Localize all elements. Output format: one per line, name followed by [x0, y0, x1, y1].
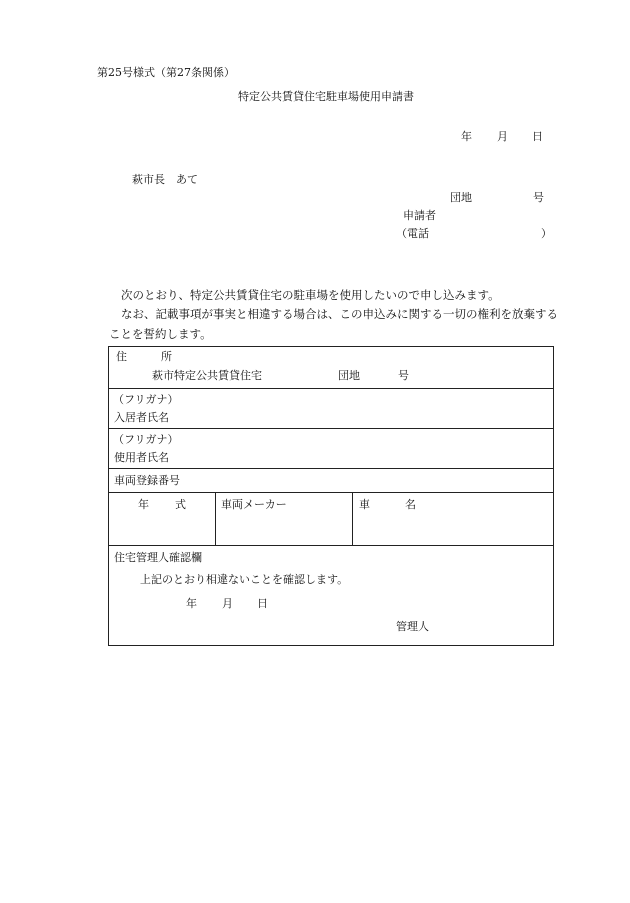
car-name-label-2: 名 [405, 498, 416, 511]
maker-label: 車両メーカー [221, 498, 287, 511]
applicant-phone-close: ） [541, 227, 552, 240]
vehicle-reg-row [109, 469, 554, 493]
date-month-label: 月 [497, 130, 508, 143]
vehicle-reg-cell[interactable] [109, 469, 554, 493]
applicant-phone-open: （電話 [396, 227, 429, 240]
manager-section-label: 住宅管理人確認欄 [114, 551, 202, 564]
address-cell[interactable] [109, 347, 554, 389]
address-label-2: 所 [161, 350, 172, 363]
vehicle-detail-row [109, 493, 554, 546]
model-year-cell[interactable] [109, 493, 216, 546]
user-name-cell[interactable] [109, 429, 554, 469]
car-name-cell[interactable] [353, 493, 554, 546]
applicant-go-label: 号 [533, 191, 544, 204]
vehicle-reg-label: 車両登録番号 [114, 474, 180, 487]
confirm-year-label: 年 [186, 597, 197, 610]
user-furigana-label: （フリガナ） [113, 433, 179, 446]
resident-furigana-label: （フリガナ） [113, 393, 179, 406]
address-label-1: 住 [116, 350, 127, 363]
model-year-label-2: 式 [175, 498, 186, 511]
confirm-day-label: 日 [257, 597, 268, 610]
applicant-label: 申請者 [403, 209, 436, 222]
resident-row [109, 389, 554, 429]
document-title: 特定公共賃貸住宅駐車場使用申請書 [238, 90, 414, 103]
car-name-label-1: 車 [359, 498, 370, 511]
applicant-danchi-label: 団地 [450, 191, 472, 204]
addressee: 萩市長 あて [132, 173, 198, 186]
manager-row [109, 546, 554, 646]
address-go-label: 号 [398, 369, 409, 382]
form-number: 第25号様式（第27条関係） [97, 66, 235, 79]
body-line-1: 次のとおり、特定公共賃貸住宅の駐車場を使用したいので申し込みます。 [121, 288, 500, 302]
date-day-label: 日 [532, 130, 543, 143]
resident-name-cell[interactable] [109, 389, 554, 429]
maker-cell[interactable] [216, 493, 353, 546]
manager-confirm-cell[interactable] [109, 546, 554, 646]
confirm-month-label: 月 [222, 597, 233, 610]
model-year-label-1: 年 [138, 498, 149, 511]
body-line-2: なお、記載事項が事実と相違する場合は、この申込みに関する一切の権利を放棄する [121, 307, 558, 321]
application-form-table [108, 346, 554, 646]
address-row [109, 347, 554, 389]
resident-name-label: 入居者氏名 [114, 411, 169, 424]
user-name-label: 使用者氏名 [114, 451, 169, 464]
user-row [109, 429, 554, 469]
manager-label: 管理人 [396, 620, 429, 633]
address-danchi-label: 団地 [338, 369, 360, 382]
address-value: 萩市特定公共賃貸住宅 [152, 369, 262, 382]
date-year-label: 年 [461, 130, 472, 143]
confirm-statement: 上記のとおり相違ないことを確認します。 [140, 573, 349, 586]
body-line-3: ことを誓約します。 [109, 327, 212, 341]
